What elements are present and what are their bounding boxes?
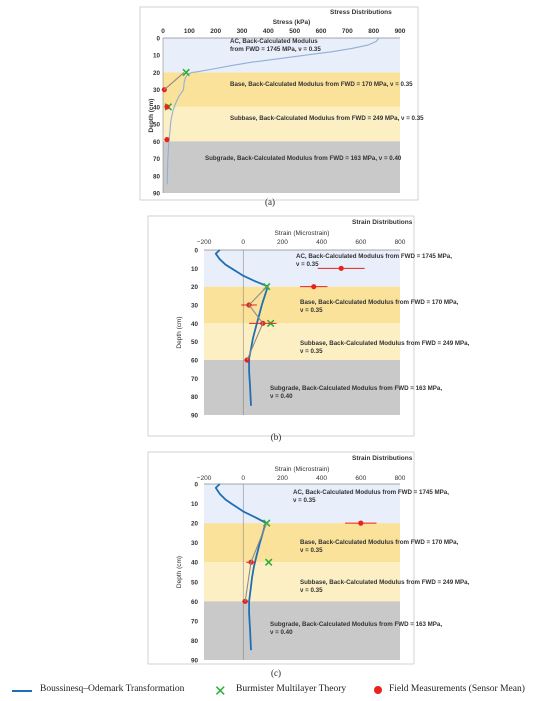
panel-c-layer-subgrade-label: Subgrade, Back-Calculated Modulus from FWD = 163 MPa, xyxy=(270,621,443,628)
panel-c-layer-subgrade-label: ν = 0.40 xyxy=(270,629,293,636)
panel-a-y-tick-label: 20 xyxy=(152,69,160,77)
panel-b-layer-subbase-label: Subbase, Back-Calculated Modulus from FWD = 249 MPa, xyxy=(300,340,470,347)
panel-c-label: (c) xyxy=(271,668,281,678)
panel-b-x-tick-label: 200 xyxy=(276,239,288,246)
legend-bo-label: Boussinesq–Odemark Transformation xyxy=(40,684,185,694)
panel-b-y-tick-label: 10 xyxy=(190,265,198,273)
legend-field-swatch xyxy=(374,686,382,694)
panel-c-y-tick-label: 20 xyxy=(190,520,198,528)
panel-b-label: (b) xyxy=(270,432,282,442)
panel-a-y-tick-label: 30 xyxy=(152,87,160,95)
panel-a-y-tick-label: 50 xyxy=(152,121,160,129)
panel-b-x-tick-label: 600 xyxy=(355,239,367,246)
panel-c-title: Strain Distributions xyxy=(352,455,413,462)
panel-b-layer-subbase-label: ν = 0.35 xyxy=(300,348,323,355)
panel-b-y-tick-label: 20 xyxy=(190,284,198,292)
panel-a-y-tick-label: 80 xyxy=(152,173,160,181)
panel-b-x-tick-label: 400 xyxy=(316,239,328,246)
panel-a-x-tick-label: 100 xyxy=(183,28,195,35)
panel-b-x-tick-label: 800 xyxy=(394,239,406,246)
panel-a-x-tick-label: 900 xyxy=(394,28,406,35)
legend-field-label: Field Measurements (Sensor Mean) xyxy=(389,684,525,694)
panel-b-y-tick-label: 40 xyxy=(190,320,198,328)
panel-c-x-axis-label: Strain (Microstrain) xyxy=(274,466,330,473)
panel-c-y-tick-label: 90 xyxy=(190,657,198,665)
panel-b-layer-subgrade-label: ν = 0.40 xyxy=(270,393,293,400)
panel-b-layer-subgrade-label: Subgrade, Back-Calculated Modulus from FWD = 163 MPa, xyxy=(270,385,443,392)
panel-c-layer-ac-label: ν = 0.35 xyxy=(293,497,316,504)
panel-b-layer-base-label: ν = 0.35 xyxy=(300,307,323,314)
panel-b-layer-ac-label: AC, Back-Calculated Modulus from FWD = 1745 MPa, xyxy=(296,253,452,260)
panel-a-layer-base-band xyxy=(163,72,400,106)
panel-c-layer-subbase-label: Subbase, Back-Calculated Modulus from FWD = 249 MPa, xyxy=(300,579,470,586)
panel-c-x-tick-label: 600 xyxy=(355,475,367,482)
panel-a-x-tick-label: 400 xyxy=(262,28,274,35)
panel-a-layer-subgrade-band xyxy=(163,141,400,193)
panel-c-x-tick-label: 400 xyxy=(316,475,328,482)
panel-a-x-tick-label: 300 xyxy=(236,28,248,35)
panel-a-y-tick-label: 40 xyxy=(152,104,160,112)
panel-b-y-tick-label: 80 xyxy=(190,394,198,402)
panel-a-y-tick-label: 0 xyxy=(156,35,160,43)
panel-b-field-point xyxy=(339,266,344,271)
panel-c-layer-subbase-label: ν = 0.35 xyxy=(300,587,323,594)
legend xyxy=(0,684,550,698)
panel-a-x-tick-label: 700 xyxy=(341,28,353,35)
panel-a-x-axis-label: Stress (kPa) xyxy=(272,19,311,26)
panel-c-y-tick-label: 70 xyxy=(190,618,198,626)
panel-b-field-point xyxy=(311,284,316,289)
panel-c-y-tick-label: 0 xyxy=(194,481,198,489)
panel-c-y-axis-label: Depth (cm) xyxy=(176,555,183,589)
panel-a-layer-ac-label: AC, Back-Calculated Modulus xyxy=(230,38,318,45)
panel-c-y-tick-label: 60 xyxy=(190,598,198,606)
panel-a-title: Stress Distributions xyxy=(330,9,392,16)
panel-c-layer-base-label: ν = 0.35 xyxy=(300,547,323,554)
panel-b-y-tick-label: 70 xyxy=(190,375,198,383)
panel-b-title: Strain Distributions xyxy=(352,219,413,226)
panel-b-y-tick-label: 50 xyxy=(190,339,198,347)
panel-a-field-point xyxy=(164,104,169,109)
legend-bo-swatch xyxy=(12,690,32,692)
panel-a-label: (a) xyxy=(265,197,275,207)
panel-c-x-tick-label: −200 xyxy=(196,475,212,482)
panel-c-y-tick-label: 80 xyxy=(190,637,198,645)
panel-b-x-tick-label: 0 xyxy=(241,239,246,246)
panel-b-y-tick-label: 30 xyxy=(190,302,198,310)
panel-a-layer-subgrade-label: Subgrade, Back-Calculated Modulus from FWD = 163 MPa, ν = 0.40 xyxy=(205,155,402,162)
panel-c-x-tick-label: 200 xyxy=(276,475,288,482)
legend-burmister-swatch: ✕ xyxy=(214,682,227,700)
panel-a-layer-subbase-label: Subbase, Back-Calculated Modulus from FWD = 249 MPa, ν = 0.35 xyxy=(230,115,424,122)
panel-c-y-tick-label: 10 xyxy=(190,501,198,509)
panel-a-y-tick-label: 90 xyxy=(152,190,160,198)
panel-a-x-tick-label: 0 xyxy=(161,28,165,35)
panel-a-x-tick-label: 500 xyxy=(289,28,301,35)
panel-a-y-tick-label: 10 xyxy=(152,52,160,60)
panel-a-layer-ac-label: from FWD = 1745 MPa, ν = 0.35 xyxy=(230,46,321,53)
panel-c-y-tick-label: 40 xyxy=(190,559,198,567)
panel-b-y-axis-label: Depth (cm) xyxy=(176,316,183,349)
panel-c-field-point xyxy=(358,521,363,526)
panel-c-y-tick-label: 30 xyxy=(190,540,198,548)
panel-a-y-tick-label: 60 xyxy=(152,138,160,146)
panel-c-layer-base-label: Base, Back-Calculated Modulus from FWD = 170 MPa, xyxy=(300,539,459,546)
panel-c-layer-ac-label: AC, Back-Calculated Modulus from FWD = 1745 MPa, xyxy=(293,489,449,496)
legend-burmister-label: Burmister Multilayer Theory xyxy=(236,684,347,694)
panel-a-x-tick-label: 600 xyxy=(315,28,327,35)
panel-b-y-tick-label: 0 xyxy=(194,247,198,255)
panel-a-layer-base-label: Base, Back-Calculated Modulus from FWD = 170 MPa, ν = 0.35 xyxy=(230,81,413,88)
panel-c-y-tick-label: 50 xyxy=(190,579,198,587)
panel-b-layer-base-label: Base, Back-Calculated Modulus from FWD = 170 MPa, xyxy=(300,299,459,306)
panel-b-layer-ac-label: ν = 0.35 xyxy=(296,261,319,268)
panel-b-y-tick-label: 60 xyxy=(190,357,198,365)
panel-b-x-axis-label: Strain (Microstrain) xyxy=(274,230,330,237)
panel-a-field-point xyxy=(164,137,169,142)
panel-a-x-tick-label: 800 xyxy=(368,28,380,35)
panel-b-x-tick-label: −200 xyxy=(196,239,212,246)
panel-a-y-tick-label: 70 xyxy=(152,156,160,164)
panel-a-x-tick-label: 200 xyxy=(210,28,222,35)
panel-b-y-tick-label: 90 xyxy=(190,412,198,420)
panel-a-layer-subbase-band xyxy=(163,107,400,141)
panel-a-y-axis-label: Depth (cm) xyxy=(148,98,155,133)
panel-c-x-tick-label: 0 xyxy=(241,475,246,482)
panel-c-x-tick-label: 800 xyxy=(394,475,406,482)
panel-c-layer-subgrade-band xyxy=(204,601,400,660)
